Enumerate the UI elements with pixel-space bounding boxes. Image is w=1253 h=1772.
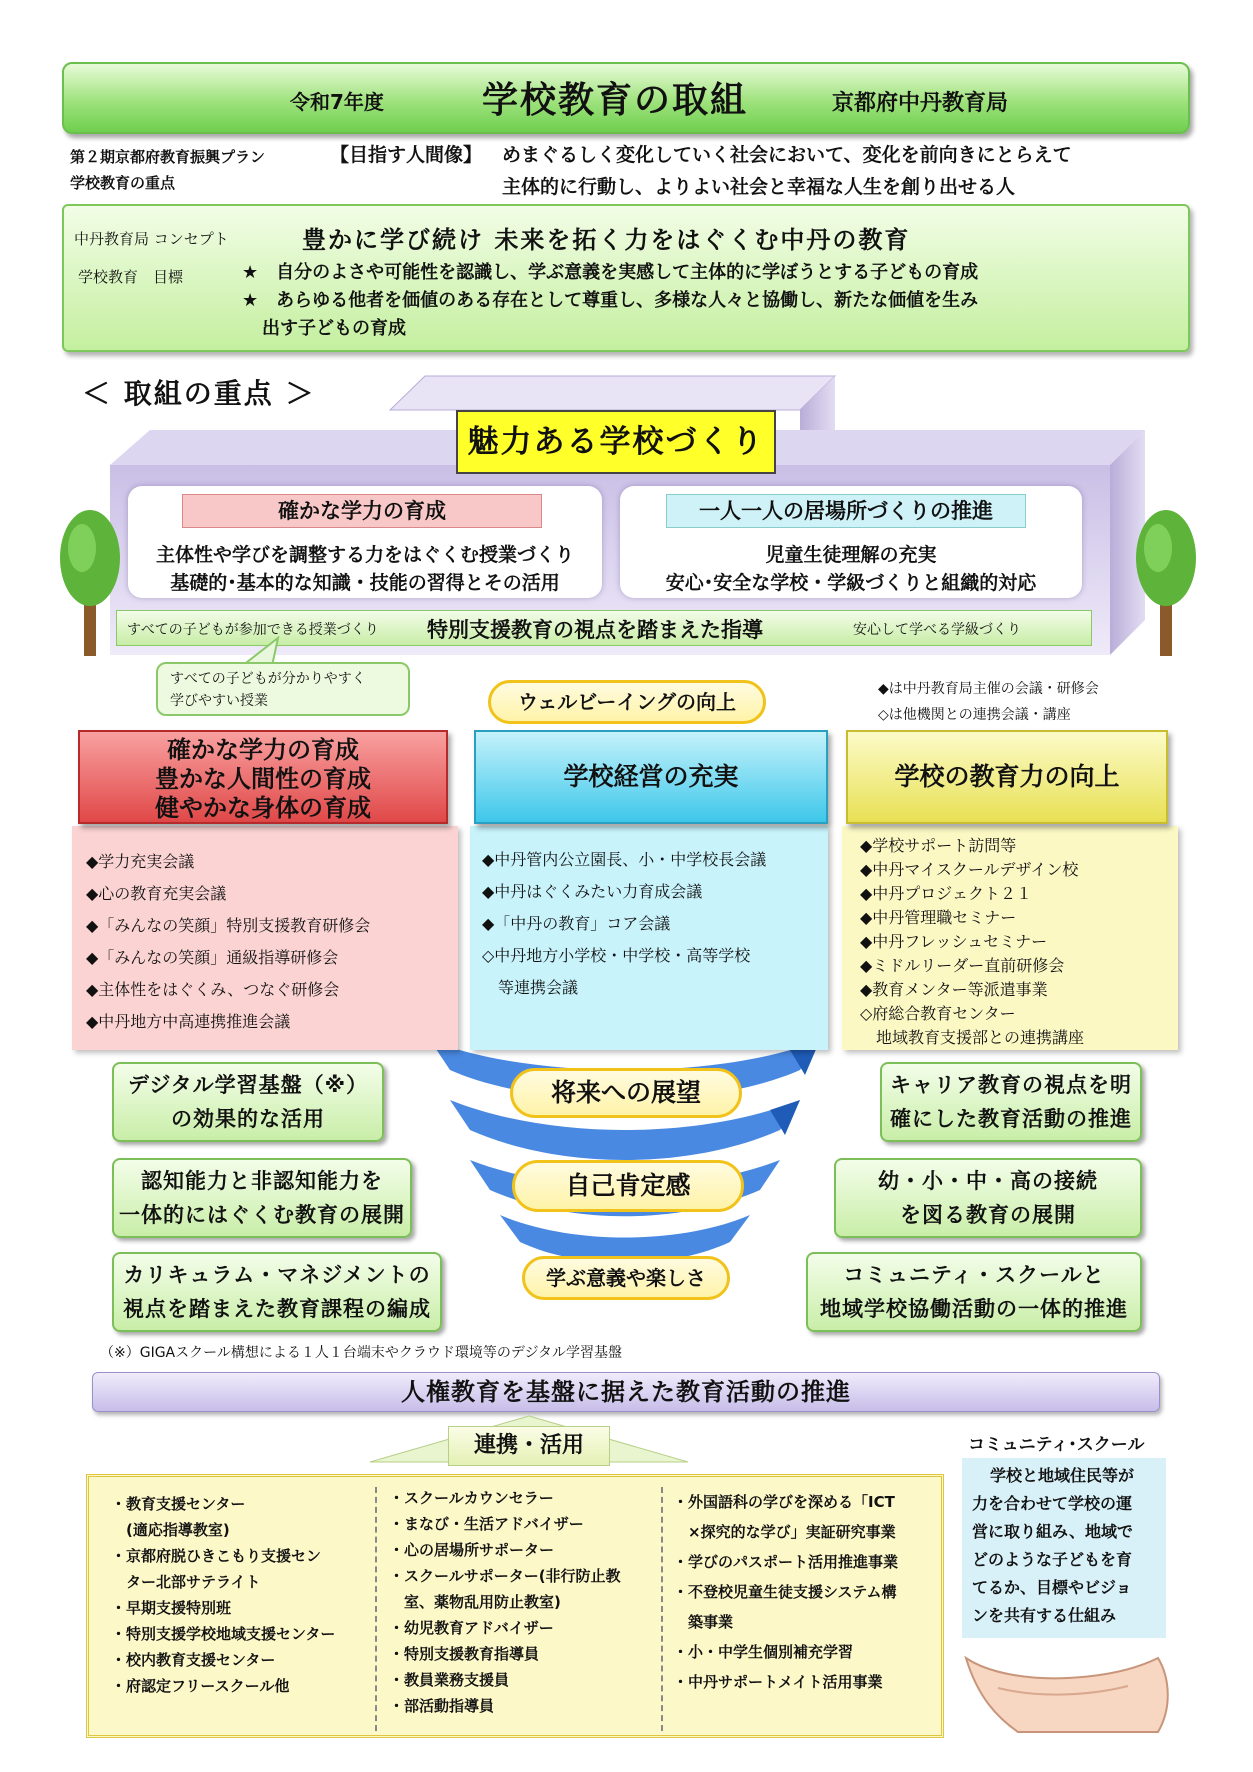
community-title: コミュニティ･スクール [968, 1435, 1145, 1455]
list-item: ・京都府脱ひきこもり支援セン [111, 1547, 322, 1565]
ideal-line2: 主体的に行動し、よりよい社会と幸福な人生を創り出せる人 [502, 176, 1016, 198]
blue-list [482, 844, 766, 1004]
callout-line2: 学びやすい授業 [170, 693, 268, 709]
list-item: ・外国語科の学びを深める「ICT [673, 1493, 895, 1511]
list-item: ・心の居場所サポーター [389, 1541, 555, 1559]
focus-left-title: 確かな学力の育成 [182, 494, 542, 528]
support-col-3 [673, 1487, 898, 1697]
list-item: ・不登校児童生徒支援システム構 [673, 1583, 897, 1601]
main-focus-label: 魅力ある学校づくり [456, 410, 776, 474]
list-item: ・部活動指導員 [389, 1697, 495, 1715]
list-item: ◆学力充実会議 [86, 852, 195, 871]
red-header [78, 730, 448, 824]
list-item: ・特別支援教育指導員 [389, 1645, 540, 1663]
goal-2-cont: 出す子どもの育成 [262, 318, 406, 339]
focus-left-line1: 主体性や学びを調整する力をはぐくむ授業づくり [155, 544, 574, 566]
focus-right-box [620, 486, 1082, 598]
list-item: ◆「みんなの笑顔」通級指導研修会 [86, 948, 339, 967]
side-text: コミュニティ・スクールと [843, 1263, 1105, 1287]
ideal-label: 【目指す人間像】 [330, 144, 483, 166]
side-text: 一体的にはぐくむ教育の展開 [119, 1203, 405, 1227]
header-org: 京都府中丹教育局 [832, 91, 1009, 116]
page-title: 学校教育の取組 [482, 80, 749, 121]
list-item: ◆中丹はぐくみたい力育成会議 [482, 882, 703, 901]
focus-right-line1: 児童生徒理解の充実 [765, 544, 937, 566]
pill-future: 将来への展望 [510, 1068, 742, 1118]
divider [375, 1487, 377, 1731]
list-item: ・スクールカウンセラー [389, 1489, 554, 1507]
community-box [962, 1458, 1166, 1638]
cooperation-label: 連携・活用 [448, 1426, 610, 1466]
strip-center: 特別支援教育の視点を踏まえた指導 [427, 618, 763, 642]
side-right-community [806, 1252, 1142, 1332]
side-text: 幼・小・中・高の接続 [878, 1169, 1098, 1193]
focus-right-title: 一人一人の居場所づくりの推進 [666, 494, 1026, 528]
goal-1: ★ 自分のよさや可能性を認識し、学ぶ意義を実感して主体的に学ぼうとする子どもの育成 [242, 262, 979, 283]
pill-wellbeing: ウェルビーイングの向上 [488, 680, 766, 724]
list-item: ・教員業務支援員 [389, 1671, 510, 1689]
goal-2: ★ あらゆる他者を価値のある存在として尊重し、多様な人々と協働し、新たな価値を生み [242, 290, 979, 311]
divider [661, 1487, 663, 1731]
list-item: ・学びのパスポート活用推進事業 [673, 1553, 899, 1571]
yellow-list [860, 834, 1084, 1050]
list-item: ・教育支援センター [111, 1495, 246, 1513]
side-left-digital [112, 1062, 384, 1142]
legend-line1: ◆は中丹教育局主催の会議・研修会 [878, 681, 1099, 697]
pill-joy-of-learning: 学ぶ意義や楽しさ [522, 1256, 730, 1300]
concept-label: 中丹教育局 コンセプト [74, 230, 229, 248]
list-item: ◆学校サポート訪問等 [860, 836, 1017, 855]
plan-name: 第２期京都府教育振興プラン [70, 148, 266, 166]
list-item: ・早期支援特別班 [111, 1599, 232, 1617]
community-line: どのような子どもを育 [972, 1550, 1133, 1569]
list-item: ・府認定フリースクール他 [111, 1677, 290, 1695]
tree-left-icon [58, 508, 122, 658]
side-right-connection [834, 1158, 1142, 1238]
support-col-1 [111, 1491, 335, 1699]
list-item: ◆「中丹の教育」コア会議 [482, 914, 671, 933]
header-year: 令和7年度 [290, 90, 384, 114]
list-item: ・まなび・生活アドバイザー [389, 1515, 584, 1533]
list-item: 地域教育支援部との連携講座 [860, 1028, 1085, 1047]
side-text: 地域学校協働活動の一体的推進 [820, 1297, 1128, 1321]
list-item: ◆中丹地方中高連携推進会議 [86, 1012, 291, 1031]
focus-heading: ＜ 取組の重点 ＞ [82, 377, 316, 410]
side-text: カリキュラム・マネジメントの [123, 1263, 431, 1287]
community-line: 力を合わせて学校の運 [972, 1494, 1133, 1513]
list-item: ・小・中学生個別補充学習 [673, 1643, 854, 1661]
list-item: ◆中丹マイスクールデザイン校 [860, 860, 1079, 879]
community-line: 学校と地域住民等が [990, 1466, 1135, 1485]
list-item: ・中丹サポートメイト活用事業 [673, 1673, 883, 1691]
list-item: ◆中丹管理職セミナー [860, 908, 1017, 927]
plan-focus: 学校教育の重点 [70, 174, 176, 192]
community-line: ンを共有する仕組み [972, 1606, 1117, 1625]
red-title-3: 健やかな身体の育成 [155, 794, 371, 822]
side-text: 視点を踏まえた教育課程の編成 [123, 1297, 431, 1321]
list-item: ・幼児教育アドバイザー [389, 1619, 554, 1637]
ideal-line1: めまぐるしく変化していく社会において、変化を前向きにとらえて [502, 144, 1072, 166]
concept-box [62, 204, 1190, 352]
side-text: を図る教育の展開 [900, 1203, 1076, 1227]
strip-left: すべての子どもが参加できる授業づくり [127, 622, 379, 638]
list-item: ・スクールサポーター(非行防止教 [389, 1567, 621, 1585]
focus-left-line2: 基礎的･基本的な知識・技能の習得とその活用 [170, 572, 560, 594]
legend-line2: ◇は他機関との連携会議・講座 [878, 707, 1071, 723]
list-item: ◆中丹管内公立園長、小・中学校長会議 [482, 850, 767, 869]
side-text: 認知能力と非認知能力を [141, 1169, 383, 1193]
cooperation-box [86, 1474, 944, 1738]
callout-line1: すべての子どもが分かりやすく [170, 671, 366, 687]
header-bar [62, 62, 1190, 134]
support-col-2 [389, 1485, 621, 1719]
red-title-1: 確かな学力の育成 [167, 736, 359, 764]
side-left-cognitive [112, 1158, 412, 1238]
hand-icon [958, 1628, 1178, 1738]
list-item: (適応指導教室) [111, 1521, 230, 1539]
yellow-header: 学校の教育力の向上 [846, 730, 1168, 824]
side-left-curriculum [112, 1252, 442, 1332]
tree-right-icon [1134, 508, 1198, 658]
concept-text: 豊かに学び続け 未来を拓く力をはぐくむ中丹の教育 [302, 226, 911, 254]
community-line: てるか、目標やビジョ [972, 1578, 1132, 1597]
side-right-career [880, 1062, 1142, 1142]
side-text: デジタル学習基盤（※） [127, 1073, 369, 1097]
red-list [86, 846, 370, 1038]
strip-right: 安心して学べる学級づくり [853, 622, 1021, 638]
list-item: ×探究的な学び」実証研究事業 [673, 1523, 896, 1541]
list-item: ・特別支援学校地域支援センター [111, 1625, 336, 1643]
list-item: ・校内教育支援センター [111, 1651, 276, 1669]
list-item: ◇中丹地方小学校・中学校・高等学校 [482, 946, 751, 965]
list-item: 築事業 [673, 1613, 734, 1631]
list-item: ◆「みんなの笑顔」特別支援教育研修会 [86, 916, 371, 935]
footnote: （※）GIGAスクール構想による１人１台端末やクラウド環境等のデジタル学習基盤 [100, 1345, 623, 1361]
focus-left-box [128, 486, 602, 598]
list-item: ◆中丹フレッシュセミナー [860, 932, 1048, 951]
list-item: ◆主体性をはぐくみ、つなぐ研修会 [86, 980, 340, 999]
list-item: ◇府総合教育センター [860, 1004, 1016, 1023]
side-text: キャリア教育の視点を明 [890, 1073, 1132, 1097]
community-line: 営に取り組み、地域で [972, 1522, 1133, 1541]
blue-header: 学校経営の充実 [474, 730, 828, 824]
human-rights-bar: 人権教育を基盤に据えた教育活動の推進 [92, 1372, 1160, 1412]
list-item: ◆教育メンター等派遣事業 [860, 980, 1048, 999]
focus-right-line2: 安心･安全な学校・学級づくりと組織的対応 [665, 572, 1037, 594]
list-item: 室、薬物乱用防止教室) [389, 1593, 561, 1611]
side-text: の効果的な活用 [171, 1107, 325, 1131]
goal-label: 学校教育 目標 [78, 268, 184, 286]
list-item: ター北部サテライト [111, 1573, 261, 1591]
pill-self-esteem: 自己肯定感 [512, 1160, 744, 1212]
side-text: 確にした教育活動の推進 [890, 1107, 1132, 1131]
list-item: ◆ミドルリーダー直前研修会 [860, 956, 1065, 975]
list-item: 等連携会議 [482, 978, 579, 997]
red-title-2: 豊かな人間性の育成 [155, 765, 371, 793]
list-item: ◆中丹プロジェクト２１ [860, 884, 1032, 903]
list-item: ◆心の教育充実会議 [86, 884, 227, 903]
callout-box [156, 662, 410, 716]
